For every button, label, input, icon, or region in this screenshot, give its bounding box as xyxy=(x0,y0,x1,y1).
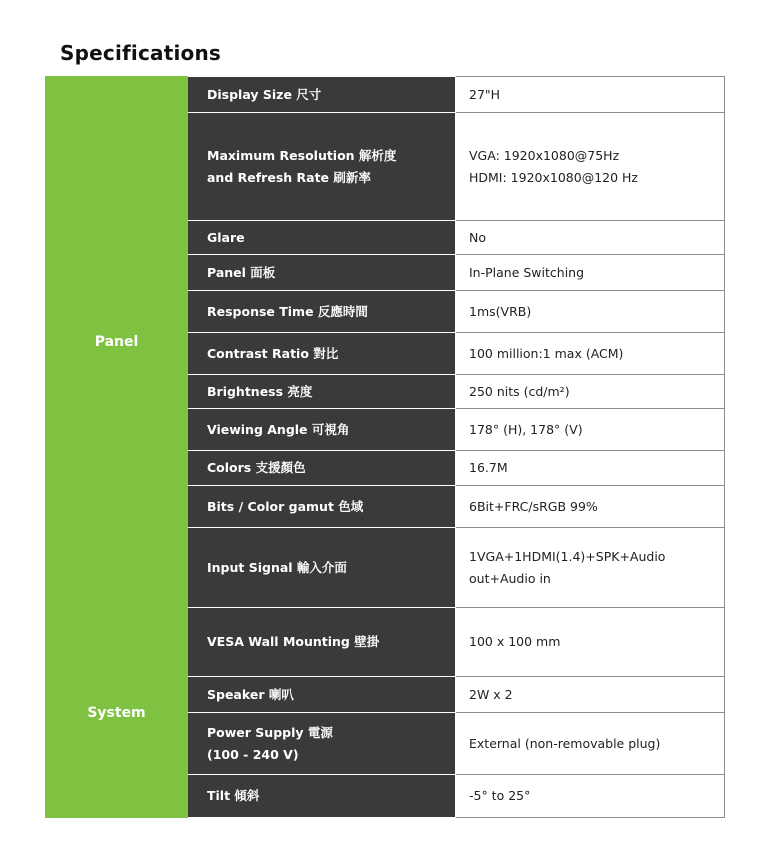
spec-label: Power Supply 電源 (100 - 240 V) xyxy=(188,713,456,775)
spec-value: -5° to 25° xyxy=(456,775,725,818)
spec-label: Glare xyxy=(188,221,456,255)
spec-label: Speaker 喇叭 xyxy=(188,677,456,713)
spec-value: VGA: 1920x1080@75Hz HDMI: 1920x1080@120 Hz xyxy=(456,113,725,221)
spec-label: Response Time 反應時間 xyxy=(188,291,456,333)
spec-row-display-size xyxy=(46,77,725,113)
spec-label: Contrast Ratio 對比 xyxy=(188,333,456,375)
page-title: Specifications xyxy=(60,41,222,65)
spec-label: Bits / Color gamut 色域 xyxy=(188,486,456,528)
spec-value: External (non-removable plug) xyxy=(456,713,725,775)
spec-value: 1ms(VRB) xyxy=(456,291,725,333)
spec-value: 6Bit+FRC/sRGB 99% xyxy=(456,486,725,528)
spec-label: VESA Wall Mounting 壁掛 xyxy=(188,608,456,677)
spec-label: Maximum Resolution 解析度 and Refresh Rate 刷新率 xyxy=(188,113,456,221)
spec-value: In-Plane Switching xyxy=(456,255,725,291)
spec-value: 16.7M xyxy=(456,451,725,486)
spec-label: Brightness 亮度 xyxy=(188,375,456,409)
spec-value: 1VGA+1HDMI(1.4)+SPK+Audio out+Audio in xyxy=(456,528,725,608)
category-panel: Panel xyxy=(46,77,188,608)
category-system: System xyxy=(46,608,188,818)
spec-label: Display Size 尺寸 xyxy=(188,77,456,113)
spec-value: 27"H xyxy=(456,77,725,113)
spec-value: 100 million:1 max (ACM) xyxy=(456,333,725,375)
spec-value: 2W x 2 xyxy=(456,677,725,713)
spec-label: Tilt 傾斜 xyxy=(188,775,456,818)
spec-row-vesa xyxy=(46,608,725,677)
spec-label: Panel 面板 xyxy=(188,255,456,291)
specifications-table xyxy=(45,76,725,818)
spec-value: 178° (H), 178° (V) xyxy=(456,409,725,451)
spec-value: 100 x 100 mm xyxy=(456,608,725,677)
spec-label: Input Signal 輸入介面 xyxy=(188,528,456,608)
spec-value: 250 nits (cd/m²) xyxy=(456,375,725,409)
spec-label: Viewing Angle 可視角 xyxy=(188,409,456,451)
spec-label: Colors 支援顏色 xyxy=(188,451,456,486)
spec-value: No xyxy=(456,221,725,255)
